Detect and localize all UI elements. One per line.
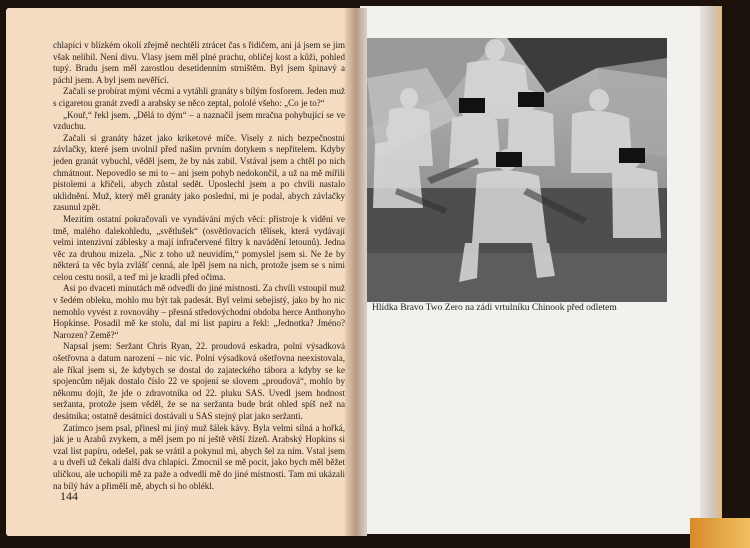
paragraph: Mezitím ostatní pokračovali ve vyndávání mých věcí: přístroje k vidění ve tmě, malého dalekohledu, „světlušek“ (osvětlovacích tělísek, která vydávají velmi intenzivní záblesky a mají infračervené filtry k navádění letounů). Jedna věc za druhou mizela. „Nic z toho už neuvidím,“ pomyslel jsem si. Ne že by některá ta věc byla zvlášť cenná, ale lpěl jsem na nich, protože jsem se s nimi celou cestu nosil, a teď mi je kradli před očima.: [53, 213, 345, 282]
background-corner: [690, 518, 750, 548]
paragraph: Napsal jsem: Seržant Chris Ryan, 22. proudová eskadra, polní výsadková ošetřovna a datum narození – nic víc. Polní výsadková ošetřovna neexistovala, ale říkal jsem si, že kdybych se dostal do zajateckého tábora a kdyby se ke spojencům nějak dostalo číslo 22 ve spojení se slovem „proudová“, mohlo by někomu dojít, že jde o zdravotníka od 22. pluku SAS. Uvedl jsem hodnost seržanta, protože jsem věděl, že se na seržanta bude brát ohled spíš než na desátníka; ostatně desátníci dostávali u SAS stejný plat jako seržanti.: [53, 341, 345, 421]
paragraph: Začali si granáty házet jako kriketové míče. Visely z nich bezpečnostní závlačky, které jsem uvolnil před naším prvním dotykem s nepřítelem. Kdyby jeden granát vybuchl, věděl jsem, že by nás zabil. Vstával jsem a chtěl po nich chmátnout. Nepovedlo se mi to – ani jsem pohyb nedokončil, a už na mě mířili pistolemi a křičeli, abych zůstal sedět. Uposlechl jsem a po chvíli nastalo uklidnění. Muž, který měl granáty jako poslední, mi je podal, abych závlačky zasunul zpět.: [53, 132, 345, 213]
page-number: 144: [60, 489, 78, 503]
book-gutter: [345, 8, 367, 536]
page-edge: [700, 6, 722, 534]
paragraph: Asi po dvaceti minutách mě odvedli do jiné místnosti. Za chvíli vstoupil muž v šedém obleku, mohlo mu být tak padesát. Byl velmi sebejistý, jako by ho nic nemohlo vyvést z rovnováhy – přesná středovýchodní obdoba herce Anthonyho Hopkinse. Posadil mě ke stolu, dal mi list papíru a řekl: „Jednotka? Jméno? Narozen? Země?“: [53, 283, 345, 340]
photo-caption: Hlídka Bravo Two Zero na zádi vrtulníku Chinook před odletem: [372, 303, 617, 313]
photo-scene: [367, 38, 667, 302]
paragraph: „Kouř,“ řekl jsem. „Dělá to dým“ – a naznačil jsem mračna pohybující se ve vzduchu.: [53, 109, 345, 132]
body-text: [53, 40, 345, 492]
paragraph: Začali se probírat mými věcmi a vytáhli granáty s bílým fosforem. Jeden muž s cigaretou granát zvedl a arabsky se něco zeptal, pololé všeho: „Co je to?“: [53, 86, 345, 108]
paragraph: chlapíci v blízkém okolí zřejmě nechtěli ztrácet čas s řidičem, ani já jsem se jim však nelíbil. Není divu. Vlasy jsem měl plné prachu, obličej kost a kůži, pohled tupý. Bradu jsem měl zarostlou desetidenním strništěm. Byl jsem špinavý a páchl jsem. A byl jsem nevěřící.: [53, 40, 345, 85]
paragraph: Zatímco jsem psal, přinesl mi jiný muž šálek kávy. Byla velmi silná a hořká, jak je u Arabů zvykem, a měl jsem po ní ještě větší žízeň. Arabský Hopkins si vzal list papíru, odešel, pak se vrátil a pokynul mi, abych šel za ním. Vstal jsem a u dveří už čekali další dva chlapíci. Zmocnil se mě pocit, jako bych měl běžet uličkou, ale uchopili mě za paže a odvedli mě do jiné místnosti. Tam mi ukázali na bílý háv a přiměli mě, abych si ho oblékl.: [53, 422, 345, 491]
photograph: [367, 38, 667, 302]
